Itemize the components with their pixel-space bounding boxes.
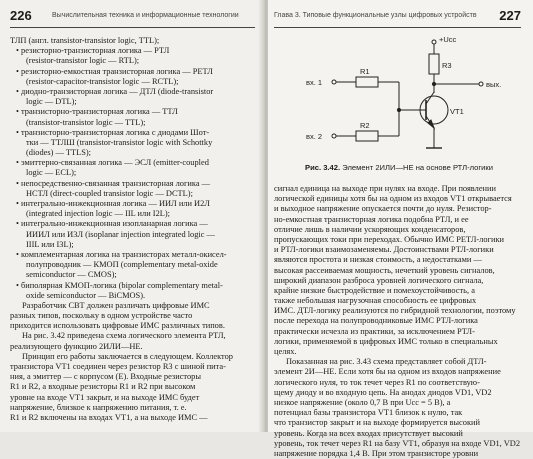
text-line: уровень, ток течет через R1 на базу VT1, образуя на входе VD1, VD2	[274, 438, 521, 448]
text-line: (diodes) — TTLS);	[26, 148, 91, 158]
input1-label: вх. 1	[306, 78, 323, 87]
left-running-head: Вычислительная техника и информационные технологии	[52, 12, 239, 19]
list-item: • транзисторно-транзисторная логика с диодами Шот-	[16, 127, 210, 137]
list-item: • комплементарная логика на транзисторах металл-окисел-	[16, 249, 227, 259]
left-header	[10, 6, 255, 28]
text-line: semiconductor — CMOS);	[26, 270, 117, 280]
text-line: Показанная на рис. 3.43 схема представляет собой ДТЛ-	[286, 357, 487, 367]
text-line: полупроводник — КМОП (complementary metal-oxide	[26, 260, 218, 270]
text-line: логического нуля, то ток течет через R1 по соответствую-	[274, 377, 480, 387]
supply-terminal	[432, 40, 436, 44]
text-line: уровне на входе VT1 закрыт, и на выходе ИМС будет	[10, 392, 200, 402]
left-page	[0, 0, 262, 432]
text-line: logic — ECL);	[26, 168, 77, 178]
supply-label: +Uсс	[439, 35, 457, 44]
text-line: ИИИЛ или И3Л (isoplanar injection integrated logic —	[26, 229, 215, 239]
text-line: На рис. 3.42 приведена схема логического элемента РТЛ,	[22, 331, 226, 341]
text-line: logic — DTL);	[26, 97, 77, 107]
list-item: • эмиттерно-связанная логика — ЭСЛ (emitter-coupled	[16, 158, 209, 168]
text-line: тки — ТТЛШ (transistor-transistor logic with Schottky	[26, 137, 213, 147]
input2-label: вх. 2	[306, 132, 323, 141]
caption-text: Элемент 2ИЛИ—НЕ на основе РТЛ-логики	[342, 163, 493, 172]
list-item: • интегрально-инжекционная изопланарная логика —	[16, 219, 208, 229]
rtl-nor-circuit-diagram	[274, 30, 524, 162]
r2-label: R2	[360, 121, 370, 130]
text-line: ния, а эмиттер — с корпусом (Е). Входные резисторы	[10, 372, 201, 382]
text-line: IIIL или I3L);	[26, 239, 74, 249]
text-line: уровень. Когда на всех входах присутствует высокий	[274, 428, 463, 438]
resistor-r2	[356, 131, 378, 141]
text-line: целях.	[274, 347, 297, 356]
text-line: приходится использовать цифровые ИМС различных типов.	[10, 321, 225, 331]
text-line: R1 и R2, а входные резисторы R1 и R2 при высоком	[10, 382, 196, 392]
text-line: низкое напряжение (около 0,7 В при Ucc = 5 В), а	[274, 397, 451, 407]
list-item: • диодно-транзисторная логика — ДТЛ (diode-transistor	[16, 86, 214, 96]
input1-terminal	[332, 80, 336, 84]
text-line: отличие лишь в наличии ускоряющих конденсаторов,	[274, 224, 466, 234]
output-label: вых.	[486, 80, 502, 89]
text-line: сигнал единица на выходе при нулях на входе. При появлении	[274, 184, 496, 193]
text-line: Принцип его работы заключается в следующем. Коллектор	[22, 351, 233, 361]
text-line: крайне низкие быстродействие и помехоустойчивость, а	[274, 285, 475, 295]
right-body-text	[274, 184, 524, 459]
left-body-text	[10, 36, 256, 423]
text-line: транзистора VT1 соединен через резистор R3 с шиной пита-	[10, 362, 226, 371]
text-line: после перехода на полупроводниковые ИМС РТЛ-логика	[274, 316, 478, 326]
list-item: • интегрально-инжекционная логика — ИИЛ или И2Л	[16, 199, 210, 208]
input2-terminal	[332, 134, 336, 138]
r1-label: R1	[360, 67, 370, 76]
text-line: (resistor-transistor logic — RTL);	[26, 56, 140, 66]
text-line: напряжение порядка 1,4 В. При этом транзисторе уровни	[274, 448, 479, 458]
list-item: • резисторно-емкостная транзисторная логика — РЕТЛ	[16, 66, 213, 76]
text-line: также небольшая нагрузочная способность ее цифровых	[274, 296, 477, 306]
list-item: • непосредственно-связанная транзисторная логика —	[16, 178, 211, 188]
text-line: НСТЛ (direct-coupled transistor logic — DCTL);	[26, 188, 193, 198]
text-line: ИМС. ДТЛ-логику реализуются по гибридной технологии, поэтому	[274, 306, 516, 316]
right-page	[268, 0, 533, 458]
text-line: (transistor-transistor logic — TTL);	[26, 117, 146, 127]
text-line: и выходное напряжение опускается почти до нуля. Резистор-	[274, 204, 492, 214]
caption-number: Рис. 3.42.	[305, 163, 341, 172]
text-line: реализующего функцию 2ИЛИ—НЕ.	[10, 341, 143, 351]
text-line: высокая рассеиваемая мощность, нечеткий уровень сигналов,	[274, 265, 495, 275]
vt1-label: VT1	[450, 107, 464, 116]
right-running-head: Глава 3. Типовые функциональные узлы цифровых устройств	[274, 12, 477, 19]
output-terminal	[479, 82, 483, 86]
text-line: практически исчезла из практики, за исключением РТЛ-	[274, 326, 475, 336]
text-line: широкий диапазон разброса уровней логического сигнала,	[274, 275, 484, 285]
text-line: но-емкостная транзисторная логика подобна РТЛ, и ее	[274, 214, 469, 224]
text-line: щему диоду и во входную цепь. На анодах диодов VD1, VD2	[274, 387, 492, 397]
output-node	[432, 82, 435, 85]
text-line: элемент 2И—НЕ. Если хотя бы на одном из входов напряжение	[274, 367, 501, 377]
figure-caption	[274, 163, 524, 172]
list-item: • биполярная КМОП-логика (bipolar complementary metal-	[16, 280, 223, 290]
text-line: (integrated injection logic — IIL или I2L);	[26, 209, 170, 219]
text-line: (resistor-capacitor-transistor logic — RCTL);	[26, 76, 179, 86]
resistor-r3	[429, 54, 439, 74]
text-line: напряжение, близкое к напряжению питания, т. е.	[10, 402, 187, 412]
r3-label: R3	[442, 61, 452, 70]
list-item: • резисторно-транзисторная логика — РТЛ	[16, 46, 170, 56]
text-line: что транзистор закрыт и на выходе формируется высокий	[274, 418, 480, 428]
text-line: и РТЛ-логики взаимозаменяемы. Достоинствами РТЛ-логики	[274, 245, 494, 255]
text-line: R1 и R2 включены на входах VT1, а на выходе ИМС —	[10, 412, 208, 422]
text-line: Разработчик СВТ должен различать цифровые ИМС	[22, 300, 210, 310]
text-line: пропускающих токи при переходах. Обычно ИМС РЕТЛ-логики	[274, 234, 505, 244]
text-line: логики, применяемой в цифровых ИМС только в специальных	[274, 336, 498, 346]
text-line: являются простота и низкая стоимость, а недостатками —	[274, 255, 482, 265]
base-node	[397, 108, 400, 111]
right-page-number: 227	[499, 8, 521, 23]
text-line: oxide semiconductor — BiCMOS).	[26, 290, 146, 300]
list-item: • транзисторно-транзисторная логика — ТТЛ	[16, 107, 178, 117]
text-line: логической единицы хотя бы на одном из входов VT1 открывается	[274, 194, 512, 204]
left-page-number: 226	[10, 8, 32, 23]
text-line: ТЛП (англ. transistor-transistor logic, TTL);	[10, 36, 160, 45]
text-line: потенциал базы транзистора VT1 близок к нулю, так	[274, 408, 463, 418]
text-line: разных типов, поскольку в одном устройстве часто	[10, 311, 193, 321]
right-header	[274, 6, 521, 28]
resistor-r1	[356, 77, 378, 87]
